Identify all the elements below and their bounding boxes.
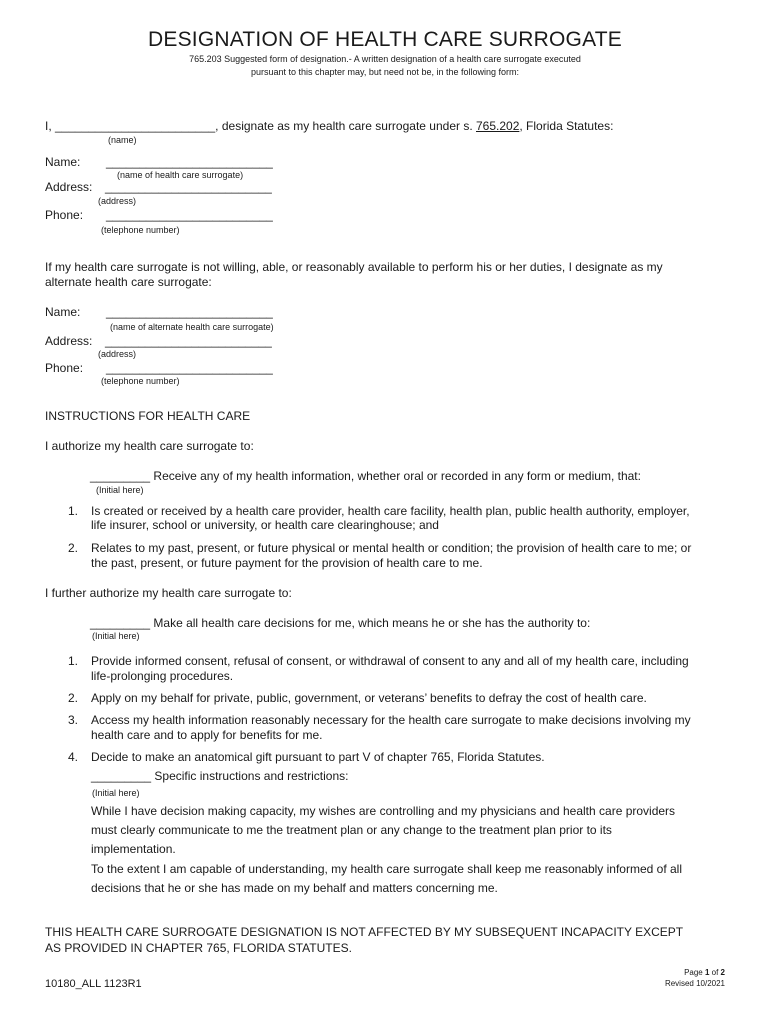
decision-item-2-line1: Apply on my behalf for private, public, government, or veterans’ benefits to defray the cost of health care. — [91, 691, 647, 705]
receive-item-2-line2: the past, present, or future payment for the provision of health care to me. — [91, 556, 483, 570]
primary-name-label: Name: — [45, 155, 81, 169]
alternate-intro-line1: If my health care surrogate is not willing, able, or reasonably available to perform his or her duties, I designate as my — [45, 260, 663, 274]
alternate-name-hint: (name of alternate health care surrogate) — [110, 322, 274, 332]
receive-info-initial-line[interactable]: _________ Receive any of my health information, whether oral or recorded in any form or medium, that: — [90, 469, 641, 483]
alternate-address-hint: (address) — [98, 349, 137, 359]
page-current: 1 — [704, 968, 710, 977]
primary-address-hint: (address) — [98, 196, 137, 206]
alternate-phone-label: Phone: — [45, 361, 84, 375]
specific-p2-line1: To the extent I am capable of understanding, my health care surrogate shall keep me reasonably informed of all — [91, 862, 683, 876]
decision-item-4-num: 4. — [68, 750, 79, 764]
primary-name-hint: (name of health care surrogate) — [117, 170, 244, 180]
designator-name-hint: (name) — [108, 135, 137, 145]
designation-suffix: , Florida Statutes: — [519, 119, 614, 133]
primary-name-field[interactable]: _________________________ — [106, 155, 273, 169]
receive-item-2-line1: Relates to my past, present, or future physical or mental health or condition; the provision of health care to me; or — [91, 541, 692, 555]
statute-link[interactable]: 765.202 — [476, 119, 520, 133]
statute-subtitle-line2: pursuant to this chapter may, but need not be, in the following form: — [251, 67, 519, 77]
primary-phone-label: Phone: — [45, 208, 84, 222]
page-total: 2 — [720, 968, 725, 977]
alternate-name-field[interactable]: _________________________ — [106, 305, 273, 319]
decision-item-4-line1: Decide to make an anatomical gift pursuant to part V of chapter 765, Florida Statutes. — [91, 750, 545, 764]
decision-item-1-num: 1. — [68, 654, 79, 668]
receive-item-1-num: 1. — [68, 504, 79, 518]
specific-p1-line2: must clearly communicate to me the treatment plan or any change to the treatment plan prior to its — [91, 823, 612, 837]
alternate-intro-line2: alternate health care surrogate: — [45, 275, 212, 289]
alternate-phone-hint: (telephone number) — [101, 376, 180, 386]
specific-instructions-initial-hint: (Initial here) — [92, 788, 140, 798]
receive-info-initial-hint: (Initial here) — [96, 485, 144, 495]
specific-instructions-initial-line[interactable]: _________ Specific instructions and restrictions: — [91, 769, 349, 783]
designation-statement — [45, 119, 613, 133]
decision-item-1-line1: Provide informed consent, refusal of consent, or withdrawal of consent to any and all of my health care, including — [91, 654, 689, 668]
receive-item-2-num: 2. — [68, 541, 79, 555]
alternate-address-label: Address: — [45, 334, 93, 348]
instructions-heading: INSTRUCTIONS FOR HEALTH CARE — [45, 409, 251, 423]
specific-p1-line1: While I have decision making capacity, my wishes are controlling and my physicians and health care providers — [91, 804, 676, 818]
receive-item-1-line2: life insurer, school or university, or health care clearinghouse; and — [91, 518, 439, 532]
decision-item-3-num: 3. — [68, 713, 79, 727]
decisions-initial-line[interactable]: _________ Make all health care decisions for me, which means he or she has the authority to: — [90, 616, 591, 630]
designation-prefix: I, ________________________, designate as my health care surrogate under s. — [45, 119, 476, 133]
decisions-initial-hint: (Initial here) — [92, 631, 140, 641]
primary-address-field[interactable]: _________________________ — [105, 180, 272, 194]
decision-item-1-line2: life-prolonging procedures. — [91, 669, 234, 683]
receive-item-1-line1: Is created or received by a health care provider, health care facility, health plan, public health authority, employer, — [91, 504, 690, 518]
specific-p2-line2: decisions that he or she has made on my behalf and matters concerning me. — [91, 881, 498, 895]
primary-address-label: Address: — [45, 180, 93, 194]
closing-statement-line1: THIS HEALTH CARE SURROGATE DESIGNATION IS NOT AFFECTED BY MY SUBSEQUENT INCAPACITY EXCEPT — [45, 925, 684, 939]
alternate-phone-field[interactable]: _________________________ — [106, 361, 273, 375]
primary-phone-hint: (telephone number) — [101, 225, 180, 235]
primary-phone-field[interactable]: _________________________ — [106, 208, 273, 222]
statute-subtitle-line1: 765.203 Suggested form of designation.- A written designation of a health care surrogate executed — [189, 54, 581, 64]
specific-p1-line3: implementation. — [91, 842, 176, 856]
page-of: of — [709, 968, 721, 977]
page-prefix: Page — [684, 968, 705, 977]
further-authorize-intro: I further authorize my health care surrogate to: — [45, 586, 292, 600]
decision-item-3-line1: Access my health information reasonably necessary for the health care surrogate to make decisions involving my — [91, 713, 691, 727]
decision-item-3-line2: health care and to apply for benefits for me. — [91, 728, 323, 742]
form-code: 10180_ALL 1123R1 — [45, 978, 142, 990]
authorize-intro: I authorize my health care surrogate to: — [45, 439, 254, 453]
revised-date: Revised 10/2021 — [664, 979, 725, 988]
closing-statement-line2: AS PROVIDED IN CHAPTER 765, FLORIDA STATUTES. — [45, 941, 352, 955]
page-title: DESIGNATION OF HEALTH CARE SURROGATE — [148, 28, 622, 51]
decision-item-2-num: 2. — [68, 691, 79, 705]
alternate-address-field[interactable]: _________________________ — [105, 334, 272, 348]
alternate-name-label: Name: — [45, 305, 81, 319]
